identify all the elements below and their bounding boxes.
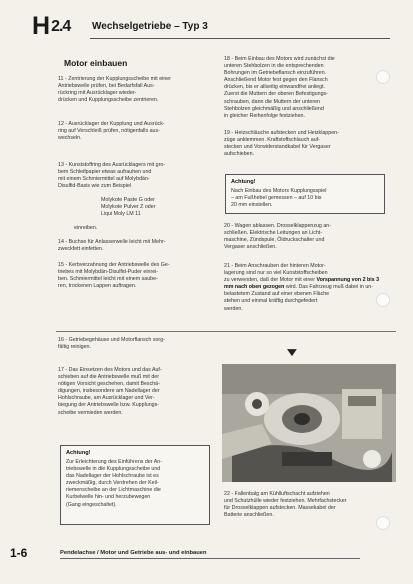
step-13-tail: einreiben. [74, 225, 98, 231]
step-16: 16 - Getriebegehäuse und Motorflansch sorg- fältig reinigen. [58, 337, 165, 351]
step-19: 19 - Heizschläuche aufstecken und Heizklappen- züge anklemmen. Kraftstoffschlauch auf- stecken und Vorwiderstandkabel für Vergaser aufschieben. [224, 130, 339, 158]
step-20: 20 - Wagen ablassen. Drosselklappenzug an- schließen. Elektrische Leitungen an Licht- maschine, Zündspule, Öldruckschalter und Vergaser anschließen. [224, 223, 332, 251]
page-header [32, 12, 392, 40]
preload-spec: Vorspannung von 2 bis 3 mm nach oben gezogen [224, 277, 380, 291]
step-14: 14 - Buchse für Anlasserwelle leicht mit Mehr- zweckfett einfetten. [58, 239, 166, 253]
section-divider [56, 331, 396, 332]
footer-rule [60, 558, 360, 559]
header-rule [90, 38, 390, 39]
lubricant-list: Molykote Paste G oder Molykote Pulver Z oder Liqui Moly LM 11 [101, 197, 156, 218]
step-22: 22 - Fallenbalg am Kühlluftschacht aufziehen und Schutzhülle wieder festziehen. Mehrfachstecker für Drosselklappen aufstecken. Massekabel der Batterie anschließen. [224, 491, 347, 519]
section-code: H 2.4 [32, 12, 71, 40]
engine-photo [222, 364, 396, 482]
page-footer [10, 546, 405, 564]
step-11: 11 - Zentrierung der Kupplungsscheibe mit einer Antriebswelle prüfen, bei Bedarfsfall Aus- rückring mit Ausrücklager wieder- drücken und Kupplungsscheibe zentrieren. [58, 76, 171, 104]
footer-title: Pendelachse / Motor und Getriebe aus- und einbauen [60, 550, 207, 556]
step-12: 12 - Ausrücklager der Kupplung und Ausrück- ring auf Verschleiß prüfen, nötigenfalls aus- wechseln. [58, 121, 165, 142]
section-number: 2.4 [51, 18, 71, 36]
note-title: Achtung! [231, 179, 256, 185]
step-13: 13 - Kunststoffring des Ausrücklagers mit gro- bem Schleifpapier etwas aufrauhen und mit einem Schmiermittel auf Molybdän- Disulfid-Basis wie zum Beispiel [58, 162, 166, 190]
section-title: Motor einbauen [64, 58, 128, 68]
note-text: Nach Einbau des Motors Kupplungsspiel – am Fußhebel gemessen – auf 10 bis 20 mm einstellen. [231, 188, 327, 209]
note-input-shaft [60, 445, 210, 525]
step-18: 18 - Beim Einbau des Motors wird zunächst die unteren Stehbolzen in die entsprechenden Bohrungen im Getriebeflansch einzuführen. Anschließend Motor fest gegen den Flansch drücken, bis er allseitig einwandfrei anliegt. Zuerst die Muttern der oberen Befestigungs- schrauben, dann die Muttern der unteren Stehbolzen gleichmäßig und anschließend in gleicher Reihenfolge festziehen. [224, 56, 335, 119]
note-title: Achtung! [66, 450, 91, 456]
step-21: 21 - Beim Anschrauben der hinteren Motor- lagerung sind nur so viel Kunststoffscheiben zu verwenden, daß der Motor mit einer Vorspannung von 2 bis 3 mm nach oben gezogen wird. Das Fahrzeug muß dabei in un- belastetem Zustand auf einer ebenen Fläche stehen und einmal kräftig durchgefedert werden. [224, 263, 380, 312]
step-17: 17 - Das Einsetzen des Motors und das Auf- schieben auf die Antriebswelle muß mit der nötigen Vorsicht geschehen, damit Beschä- digungen, insbesondere am Nadellager der Hohlschraube, am Ausrücklager und Ver- biegung der Antriebswelle bzw. Kupplungs- scheibe vermieden werden. [58, 367, 162, 416]
page-number: 1-6 [10, 546, 28, 560]
note-clutch-play [225, 174, 385, 214]
pointer-arrow-icon: ▼ [283, 345, 301, 359]
note-text: Zur Erleichterung des Einführens der An- triebswelle in die Kupplungsscheibe und das Nadellager der Hohlschraube ist es zweckmäßig, durch Verdrehen der Keil- riemenscheibe an der Lichtmaschine die Kurbelwelle hin- und herzubewegen (Gang eingeschaltet). [66, 459, 162, 508]
step-15: 15 - Kerbverzahnung der Antriebswelle des Ge- triebes mit Molybdän-Disulfid-Puder einrei- ben. Schmiermittel leicht mit einem saube- ren, trockenen Lappen auftragen. [58, 262, 170, 290]
page-title: Wechselgetriebe – Typ 3 [92, 21, 208, 32]
